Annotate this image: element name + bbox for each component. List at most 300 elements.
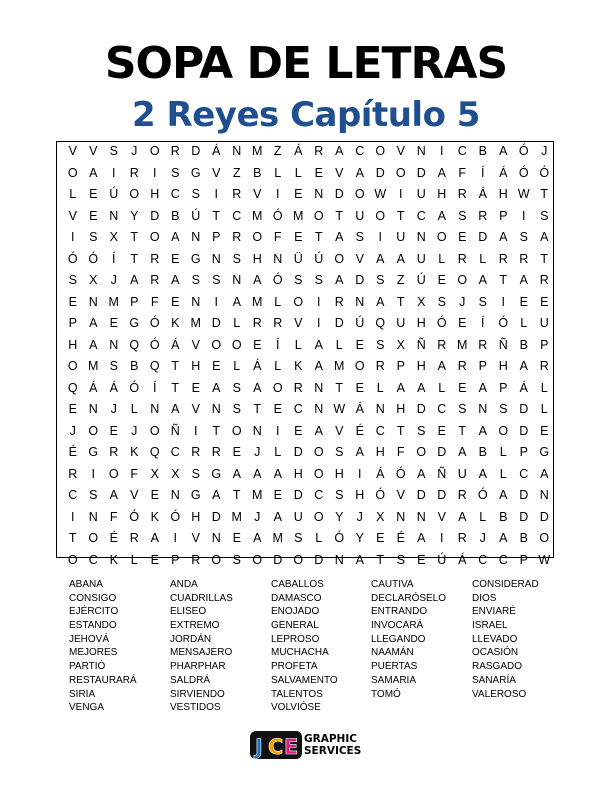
grid-letter[interactable]: Á: [478, 187, 488, 201]
grid-letter[interactable]: Á: [355, 402, 365, 416]
grid-letter[interactable]: L: [335, 337, 344, 352]
grid-letter[interactable]: A: [273, 509, 283, 524]
grid-letter[interactable]: O: [88, 531, 99, 545]
grid-letter[interactable]: O: [539, 531, 550, 545]
grid-letter[interactable]: A: [314, 359, 324, 373]
grid-letter[interactable]: K: [171, 316, 180, 330]
grid-letter[interactable]: U: [355, 208, 365, 223]
grid-letter[interactable]: H: [191, 359, 201, 373]
grid-letter[interactable]: T: [540, 251, 549, 266]
grid-letter[interactable]: J: [254, 445, 261, 459]
grid-letter[interactable]: O: [108, 466, 120, 481]
grid-letter[interactable]: C: [478, 552, 488, 567]
grid-letter[interactable]: X: [171, 466, 180, 481]
grid-letter[interactable]: P: [499, 208, 508, 223]
grid-letter[interactable]: M: [252, 144, 263, 158]
grid-letter[interactable]: A: [109, 488, 119, 502]
grid-letter[interactable]: I: [317, 316, 321, 330]
grid-letter[interactable]: Ó: [129, 380, 140, 395]
grid-letter[interactable]: P: [519, 445, 529, 459]
grid-letter[interactable]: S: [314, 273, 324, 287]
grid-letter[interactable]: H: [396, 402, 406, 416]
grid-letter[interactable]: T: [212, 423, 221, 438]
grid-letter[interactable]: D: [519, 423, 529, 438]
grid-letter[interactable]: N: [273, 251, 283, 266]
grid-letter[interactable]: A: [212, 488, 221, 502]
grid-letter[interactable]: N: [416, 509, 427, 524]
grid-letter[interactable]: T: [335, 208, 344, 223]
grid-letter[interactable]: C: [498, 552, 509, 567]
grid-letter[interactable]: A: [171, 273, 180, 287]
grid-letter[interactable]: F: [130, 466, 139, 481]
grid-letter[interactable]: Ó: [129, 509, 140, 524]
grid-letter[interactable]: D: [293, 445, 304, 459]
grid-letter[interactable]: I: [91, 466, 96, 481]
grid-letter[interactable]: N: [416, 230, 427, 244]
grid-letter[interactable]: D: [150, 208, 160, 223]
grid-letter[interactable]: H: [334, 466, 345, 481]
grid-letter[interactable]: O: [252, 552, 263, 567]
grid-letter[interactable]: V: [355, 251, 365, 266]
grid-letter[interactable]: H: [150, 187, 160, 201]
grid-letter[interactable]: Ó: [518, 165, 530, 180]
grid-letter[interactable]: Í: [112, 251, 116, 266]
grid-letter[interactable]: C: [457, 144, 468, 158]
grid-letter[interactable]: E: [68, 402, 78, 416]
grid-letter[interactable]: P: [519, 552, 529, 567]
grid-letter[interactable]: Q: [375, 316, 386, 330]
grid-letter[interactable]: A: [212, 380, 221, 395]
grid-letter[interactable]: R: [314, 144, 324, 158]
grid-letter[interactable]: P: [396, 359, 406, 373]
grid-letter[interactable]: W: [333, 402, 346, 416]
grid-letter[interactable]: R: [191, 552, 201, 567]
grid-letter[interactable]: F: [109, 509, 119, 524]
grid-letter[interactable]: E: [355, 337, 365, 352]
grid-letter[interactable]: N: [314, 402, 324, 416]
grid-letter[interactable]: T: [253, 402, 262, 416]
grid-letter[interactable]: R: [150, 273, 160, 287]
grid-letter[interactable]: L: [233, 359, 241, 373]
grid-letter[interactable]: N: [355, 294, 365, 309]
grid-letter[interactable]: D: [293, 488, 304, 502]
grid-letter[interactable]: L: [376, 380, 385, 395]
grid-letter[interactable]: I: [522, 208, 526, 223]
grid-letter[interactable]: A: [458, 509, 467, 524]
grid-letter[interactable]: Ü: [293, 251, 304, 266]
grid-letter[interactable]: V: [396, 488, 406, 502]
grid-letter[interactable]: Ú: [355, 316, 365, 330]
grid-letter[interactable]: Á: [109, 380, 119, 395]
grid-letter[interactable]: G: [190, 488, 202, 502]
grid-letter[interactable]: D: [519, 488, 529, 502]
grid-letter[interactable]: U: [539, 316, 550, 330]
grid-letter[interactable]: S: [232, 251, 242, 266]
grid-letter[interactable]: Á: [212, 144, 221, 158]
grid-letter[interactable]: S: [376, 273, 385, 287]
grid-letter[interactable]: O: [67, 165, 79, 180]
grid-letter[interactable]: E: [253, 337, 262, 352]
grid-letter[interactable]: O: [416, 445, 427, 459]
grid-letter[interactable]: J: [110, 402, 118, 416]
grid-letter[interactable]: B: [478, 445, 488, 459]
grid-letter[interactable]: X: [109, 230, 119, 244]
grid-letter[interactable]: L: [479, 509, 487, 524]
grid-letter[interactable]: S: [294, 273, 303, 287]
grid-letter[interactable]: N: [314, 380, 324, 395]
grid-letter[interactable]: V: [68, 144, 78, 158]
grid-letter[interactable]: N: [211, 251, 222, 266]
grid-letter[interactable]: Ú: [191, 208, 201, 223]
grid-letter[interactable]: D: [519, 402, 529, 416]
grid-letter[interactable]: E: [437, 273, 447, 287]
grid-letter[interactable]: E: [232, 445, 242, 459]
grid-letter[interactable]: N: [375, 402, 386, 416]
grid-letter[interactable]: R: [150, 251, 160, 266]
grid-letter[interactable]: Í: [481, 165, 485, 180]
grid-letter[interactable]: K: [150, 509, 160, 524]
grid-letter[interactable]: Á: [253, 359, 262, 373]
grid-letter[interactable]: X: [396, 337, 406, 352]
grid-letter[interactable]: M: [252, 294, 263, 309]
grid-letter[interactable]: O: [457, 273, 468, 287]
grid-letter[interactable]: C: [88, 552, 99, 567]
grid-letter[interactable]: S: [478, 294, 488, 309]
grid-letter[interactable]: I: [214, 187, 219, 201]
grid-letter[interactable]: D: [478, 230, 488, 244]
grid-letter[interactable]: B: [519, 337, 529, 352]
grid-letter[interactable]: O: [67, 552, 79, 567]
grid-letter[interactable]: K: [130, 445, 139, 459]
grid-letter[interactable]: J: [110, 273, 118, 287]
grid-letter[interactable]: P: [68, 316, 78, 330]
grid-letter[interactable]: A: [171, 402, 180, 416]
grid-letter[interactable]: N: [232, 273, 242, 287]
grid-letter[interactable]: S: [417, 423, 426, 438]
grid-letter[interactable]: V: [130, 488, 139, 502]
grid-letter[interactable]: O: [272, 380, 284, 395]
grid-letter[interactable]: D: [334, 316, 345, 330]
grid-letter[interactable]: Ó: [170, 509, 181, 524]
grid-letter[interactable]: N: [191, 294, 201, 309]
grid-letter[interactable]: H: [498, 359, 509, 373]
grid-letter[interactable]: E: [109, 316, 119, 330]
grid-letter[interactable]: O: [436, 230, 448, 244]
grid-letter[interactable]: É: [355, 423, 365, 438]
grid-letter[interactable]: Á: [89, 380, 98, 395]
grid-letter[interactable]: A: [355, 445, 365, 459]
grid-letter[interactable]: N: [170, 488, 181, 502]
grid-letter[interactable]: Ó: [149, 337, 161, 352]
grid-letter[interactable]: T: [171, 359, 180, 373]
grid-letter[interactable]: Ó: [375, 488, 386, 502]
grid-letter[interactable]: M: [334, 359, 345, 373]
grid-letter[interactable]: Ó: [67, 251, 79, 266]
grid-letter[interactable]: S: [376, 337, 385, 352]
grid-letter[interactable]: A: [376, 251, 385, 266]
grid-letter[interactable]: A: [335, 273, 344, 287]
grid-letter[interactable]: A: [376, 294, 385, 309]
grid-letter[interactable]: E: [417, 552, 426, 567]
grid-letter[interactable]: N: [191, 230, 201, 244]
grid-letter[interactable]: D: [211, 316, 222, 330]
grid-letter[interactable]: L: [274, 445, 282, 459]
grid-letter[interactable]: M: [293, 208, 304, 223]
grid-letter[interactable]: N: [416, 144, 427, 158]
grid-letter[interactable]: R: [457, 359, 468, 373]
grid-letter[interactable]: K: [109, 552, 119, 567]
grid-letter[interactable]: J: [254, 509, 261, 524]
grid-letter[interactable]: Á: [519, 380, 529, 395]
grid-letter[interactable]: T: [130, 251, 139, 266]
grid-letter[interactable]: T: [396, 208, 406, 223]
grid-letter[interactable]: E: [191, 380, 201, 395]
grid-letter[interactable]: M: [190, 316, 202, 330]
grid-letter[interactable]: H: [375, 445, 386, 459]
grid-letter[interactable]: C: [355, 144, 365, 158]
grid-letter[interactable]: E: [212, 359, 221, 373]
grid-letter[interactable]: E: [232, 531, 242, 545]
grid-letter[interactable]: Y: [335, 509, 344, 524]
grid-letter[interactable]: A: [314, 337, 324, 352]
grid-letter[interactable]: L: [274, 359, 282, 373]
grid-letter[interactable]: Y: [355, 531, 365, 545]
grid-letter[interactable]: S: [437, 294, 447, 309]
grid-letter[interactable]: O: [88, 423, 99, 438]
grid-letter[interactable]: Ó: [498, 316, 509, 330]
grid-letter[interactable]: A: [437, 165, 447, 180]
grid-letter[interactable]: D: [314, 552, 324, 567]
grid-letter[interactable]: V: [191, 402, 201, 416]
grid-letter[interactable]: H: [191, 509, 201, 524]
grid-letter[interactable]: P: [130, 294, 139, 309]
grid-letter[interactable]: N: [396, 509, 406, 524]
grid-letter[interactable]: E: [89, 187, 98, 201]
grid-letter[interactable]: J: [131, 144, 138, 158]
grid-letter[interactable]: A: [540, 230, 549, 244]
grid-letter[interactable]: S: [458, 208, 467, 223]
grid-letter[interactable]: A: [519, 359, 529, 373]
grid-letter[interactable]: D: [437, 445, 447, 459]
grid-letter[interactable]: A: [314, 423, 324, 438]
grid-letter[interactable]: N: [88, 294, 99, 309]
grid-letter[interactable]: R: [539, 273, 550, 287]
grid-letter[interactable]: Ó: [88, 251, 99, 266]
grid-letter[interactable]: Z: [232, 165, 242, 180]
grid-letter[interactable]: E: [171, 251, 180, 266]
grid-letter[interactable]: A: [232, 466, 242, 481]
grid-letter[interactable]: N: [211, 531, 222, 545]
grid-letter[interactable]: N: [88, 402, 99, 416]
grid-letter[interactable]: I: [71, 230, 75, 244]
grid-letter[interactable]: S: [232, 552, 242, 567]
grid-letter[interactable]: N: [88, 509, 99, 524]
grid-letter[interactable]: N: [252, 423, 263, 438]
grid-letter[interactable]: M: [272, 531, 284, 545]
grid-letter[interactable]: N: [314, 187, 324, 201]
grid-letter[interactable]: Á: [294, 144, 303, 158]
grid-letter[interactable]: D: [355, 273, 365, 287]
grid-letter[interactable]: G: [190, 251, 202, 266]
grid-letter[interactable]: H: [416, 359, 427, 373]
grid-letter[interactable]: T: [335, 380, 344, 395]
grid-letter[interactable]: Ó: [395, 466, 407, 481]
grid-letter[interactable]: I: [194, 423, 198, 438]
grid-letter[interactable]: V: [89, 144, 98, 158]
grid-letter[interactable]: S: [458, 402, 467, 416]
grid-letter[interactable]: T: [212, 208, 221, 223]
grid-letter[interactable]: S: [540, 208, 549, 223]
grid-letter[interactable]: E: [458, 316, 467, 330]
grid-letter[interactable]: V: [396, 144, 406, 158]
grid-letter[interactable]: L: [438, 380, 446, 395]
grid-letter[interactable]: S: [396, 552, 406, 567]
grid-letter[interactable]: E: [540, 423, 549, 438]
grid-letter[interactable]: A: [478, 273, 488, 287]
grid-letter[interactable]: Y: [130, 208, 139, 223]
grid-letter[interactable]: N: [539, 488, 550, 502]
grid-letter[interactable]: G: [539, 445, 550, 459]
grid-letter[interactable]: L: [438, 251, 446, 266]
grid-letter[interactable]: Ñ: [170, 423, 181, 438]
grid-letter[interactable]: A: [519, 273, 529, 287]
grid-letter[interactable]: Ñ: [416, 337, 427, 352]
grid-letter[interactable]: A: [499, 531, 508, 545]
grid-letter[interactable]: D: [375, 165, 386, 180]
grid-letter[interactable]: I: [276, 187, 280, 201]
grid-letter[interactable]: C: [314, 488, 324, 502]
grid-letter[interactable]: Á: [499, 165, 508, 180]
grid-letter[interactable]: I: [358, 466, 362, 481]
grid-letter[interactable]: V: [294, 316, 303, 330]
grid-letter[interactable]: C: [416, 208, 427, 223]
grid-letter[interactable]: Z: [273, 144, 283, 158]
grid-letter[interactable]: Q: [149, 359, 161, 373]
grid-letter[interactable]: R: [129, 165, 140, 180]
grid-letter[interactable]: R: [478, 337, 488, 352]
grid-letter[interactable]: V: [212, 165, 221, 180]
grid-letter[interactable]: I: [214, 294, 219, 309]
grid-letter[interactable]: Í: [276, 337, 280, 352]
grid-letter[interactable]: R: [334, 294, 345, 309]
grid-letter[interactable]: L: [130, 402, 139, 416]
grid-letter[interactable]: T: [314, 230, 324, 244]
grid-letter[interactable]: R: [457, 488, 468, 502]
grid-letter[interactable]: S: [499, 402, 508, 416]
grid-letter[interactable]: Ú: [416, 273, 427, 287]
grid-letter[interactable]: P: [171, 552, 180, 567]
grid-letter[interactable]: O: [395, 165, 407, 180]
grid-letter[interactable]: X: [417, 294, 426, 309]
grid-letter[interactable]: F: [273, 230, 283, 244]
grid-letter[interactable]: N: [478, 402, 488, 416]
grid-letter[interactable]: L: [274, 294, 282, 309]
grid-letter[interactable]: R: [68, 466, 78, 481]
grid-letter[interactable]: É: [396, 531, 406, 545]
grid-letter[interactable]: A: [253, 466, 262, 481]
grid-letter[interactable]: H: [252, 251, 263, 266]
grid-letter[interactable]: A: [335, 230, 344, 244]
grid-letter[interactable]: V: [335, 165, 344, 180]
grid-letter[interactable]: A: [458, 445, 467, 459]
grid-letter[interactable]: N: [211, 402, 222, 416]
grid-letter[interactable]: L: [540, 380, 549, 395]
grid-letter[interactable]: V: [191, 337, 201, 352]
grid-letter[interactable]: L: [540, 402, 549, 416]
grid-letter[interactable]: H: [68, 337, 78, 352]
grid-letter[interactable]: I: [71, 509, 75, 524]
grid-letter[interactable]: M: [231, 509, 243, 524]
grid-letter[interactable]: S: [171, 165, 180, 180]
grid-letter[interactable]: Ó: [272, 273, 284, 287]
grid-letter[interactable]: O: [354, 187, 366, 201]
grid-letter[interactable]: Ú: [109, 187, 119, 201]
grid-letter[interactable]: S: [109, 359, 119, 373]
grid-letter[interactable]: X: [89, 273, 98, 287]
grid-letter[interactable]: V: [191, 531, 201, 545]
grid-letter[interactable]: D: [539, 509, 550, 524]
grid-letter[interactable]: U: [396, 316, 406, 330]
grid-letter[interactable]: Á: [376, 466, 385, 481]
grid-letter[interactable]: B: [478, 144, 488, 158]
grid-letter[interactable]: V: [437, 509, 447, 524]
grid-letter[interactable]: A: [89, 316, 98, 330]
grid-letter[interactable]: A: [89, 165, 98, 180]
grid-letter[interactable]: A: [130, 273, 139, 287]
grid-letter[interactable]: R: [457, 187, 468, 201]
grid-letter[interactable]: J: [356, 509, 364, 524]
grid-letter[interactable]: A: [437, 208, 447, 223]
grid-letter[interactable]: H: [355, 488, 365, 502]
grid-letter[interactable]: O: [498, 423, 509, 438]
grid-letter[interactable]: I: [153, 165, 157, 180]
grid-letter[interactable]: R: [273, 316, 283, 330]
grid-letter[interactable]: V: [253, 187, 262, 201]
grid-letter[interactable]: R: [109, 445, 119, 459]
grid-letter[interactable]: G: [129, 316, 140, 330]
grid-letter[interactable]: X: [150, 466, 160, 481]
grid-letter[interactable]: E: [437, 423, 447, 438]
grid-letter[interactable]: F: [396, 445, 406, 459]
grid-letter[interactable]: W: [538, 552, 551, 567]
grid-letter[interactable]: U: [416, 187, 427, 201]
grid-letter[interactable]: D: [191, 144, 201, 158]
grid-letter[interactable]: S: [191, 273, 201, 287]
grid-letter[interactable]: T: [232, 488, 242, 502]
grid-letter[interactable]: P: [212, 230, 221, 244]
grid-letter[interactable]: P: [540, 337, 549, 352]
grid-letter[interactable]: S: [89, 230, 98, 244]
grid-letter[interactable]: D: [519, 509, 529, 524]
grid-letter[interactable]: E: [540, 294, 549, 309]
grid-letter[interactable]: C: [170, 445, 181, 459]
grid-letter[interactable]: C: [293, 402, 304, 416]
grid-letter[interactable]: O: [252, 230, 263, 244]
grid-letter[interactable]: J: [69, 423, 77, 438]
grid-letter[interactable]: D: [416, 488, 427, 502]
grid-letter[interactable]: X: [376, 509, 385, 524]
grid-letter[interactable]: E: [294, 230, 303, 244]
grid-letter[interactable]: I: [501, 294, 506, 309]
grid-letter[interactable]: T: [130, 230, 139, 244]
grid-letter[interactable]: É: [68, 445, 78, 459]
grid-letter[interactable]: Ú: [437, 552, 447, 567]
grid-letter[interactable]: O: [354, 359, 366, 373]
grid-letter[interactable]: M: [88, 359, 99, 373]
grid-letter[interactable]: Ó: [436, 316, 448, 330]
grid-letter[interactable]: A: [437, 359, 447, 373]
grid-letter[interactable]: Z: [396, 273, 406, 287]
